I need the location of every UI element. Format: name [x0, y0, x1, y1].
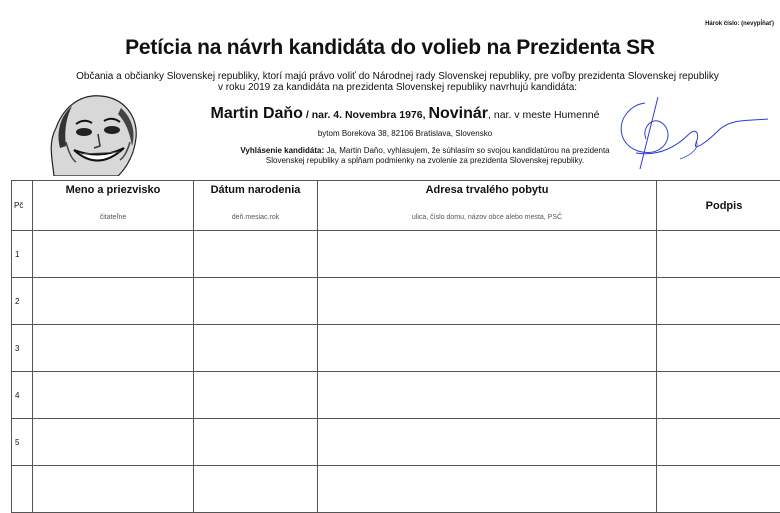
birthdate-cell[interactable]	[194, 325, 318, 372]
birthdate-cell[interactable]	[194, 278, 318, 325]
sheet-number: Hárok číslo: (nevypĺňať)	[705, 21, 774, 27]
intro-line-2: v roku 2019 za kandidáta na prezidenta Slovenskej republiky navrhujú kandidáta:	[40, 82, 755, 93]
birthdate-cell[interactable]	[194, 466, 318, 513]
intro-line-1: Občania a občianky Slovenskej republiky, ktorí majú právo voliť do Národnej rady Slovenskej republiky, pre voľby prezidenta Slovenskej republiky	[40, 71, 755, 82]
address-cell[interactable]	[318, 325, 657, 372]
handwritten-signature	[600, 95, 770, 175]
intro-text	[40, 71, 755, 93]
declaration-label: Vyhlásenie kandidáta:	[240, 146, 324, 155]
signature-table	[11, 180, 780, 513]
table-header	[12, 181, 780, 231]
address-cell[interactable]	[318, 278, 657, 325]
row-number: 2	[12, 278, 33, 325]
name-cell[interactable]	[33, 325, 194, 372]
column-header-name: Meno a priezvisko čitateľne	[33, 181, 194, 231]
candidate-line	[190, 105, 620, 123]
signature-cell[interactable]	[657, 466, 780, 513]
signature-cell[interactable]	[657, 231, 780, 278]
name-cell[interactable]	[33, 419, 194, 466]
candidate-name: Martin Daňo	[211, 105, 303, 122]
birthdate-cell[interactable]	[194, 372, 318, 419]
name-cell[interactable]	[33, 278, 194, 325]
row-number: 5	[12, 419, 33, 466]
name-cell[interactable]	[33, 231, 194, 278]
candidate-address: bytom Borekova 38, 82106 Bratislava, Slovensko	[190, 129, 620, 138]
table-row	[12, 278, 780, 325]
page-title: Petícia na návrh kandidáta do volieb na Prezidenta SR	[0, 36, 780, 60]
row-number: 3	[12, 325, 33, 372]
address-cell[interactable]	[318, 231, 657, 278]
signature-cell[interactable]	[657, 325, 780, 372]
row-number	[12, 466, 33, 513]
candidate-occupation: Novinár	[428, 105, 488, 122]
address-cell[interactable]	[318, 372, 657, 419]
declaration-line-2: Slovenskej republiky a spĺňam podmienky na zvolenie za prezidenta Slovenskej republiky.	[185, 156, 665, 166]
address-cell[interactable]	[318, 419, 657, 466]
address-cell[interactable]	[318, 466, 657, 513]
candidate-portrait	[46, 88, 141, 176]
name-cell[interactable]	[33, 466, 194, 513]
table-row	[12, 419, 780, 466]
candidate-residence: , nar. v meste Humenné	[488, 109, 599, 121]
table-row	[12, 325, 780, 372]
signature-cell[interactable]	[657, 419, 780, 466]
candidate-declaration	[185, 146, 665, 166]
signature-cell[interactable]	[657, 372, 780, 419]
name-cell[interactable]	[33, 372, 194, 419]
column-header-signature: Podpis	[657, 181, 780, 231]
column-header-number: Pč	[12, 181, 33, 231]
row-number: 1	[12, 231, 33, 278]
table-row	[12, 466, 780, 513]
candidate-birth: / nar. 4. Novembra 1976,	[303, 109, 428, 121]
table-row	[12, 231, 780, 278]
birthdate-cell[interactable]	[194, 419, 318, 466]
column-header-birthdate: Dátum narodenia deň.mesiac.rok	[194, 181, 318, 231]
declaration-line-1: Ja, Martin Daňo, vyhlasujem, že súhlasím so svojou kandidatúrou na prezidenta	[324, 146, 609, 155]
column-header-address: Adresa trvalého pobytu ulica, číslo domu, názov obce alebo mesta, PSČ	[318, 181, 657, 231]
table-row	[12, 372, 780, 419]
signature-cell[interactable]	[657, 278, 780, 325]
row-number: 4	[12, 372, 33, 419]
birthdate-cell[interactable]	[194, 231, 318, 278]
